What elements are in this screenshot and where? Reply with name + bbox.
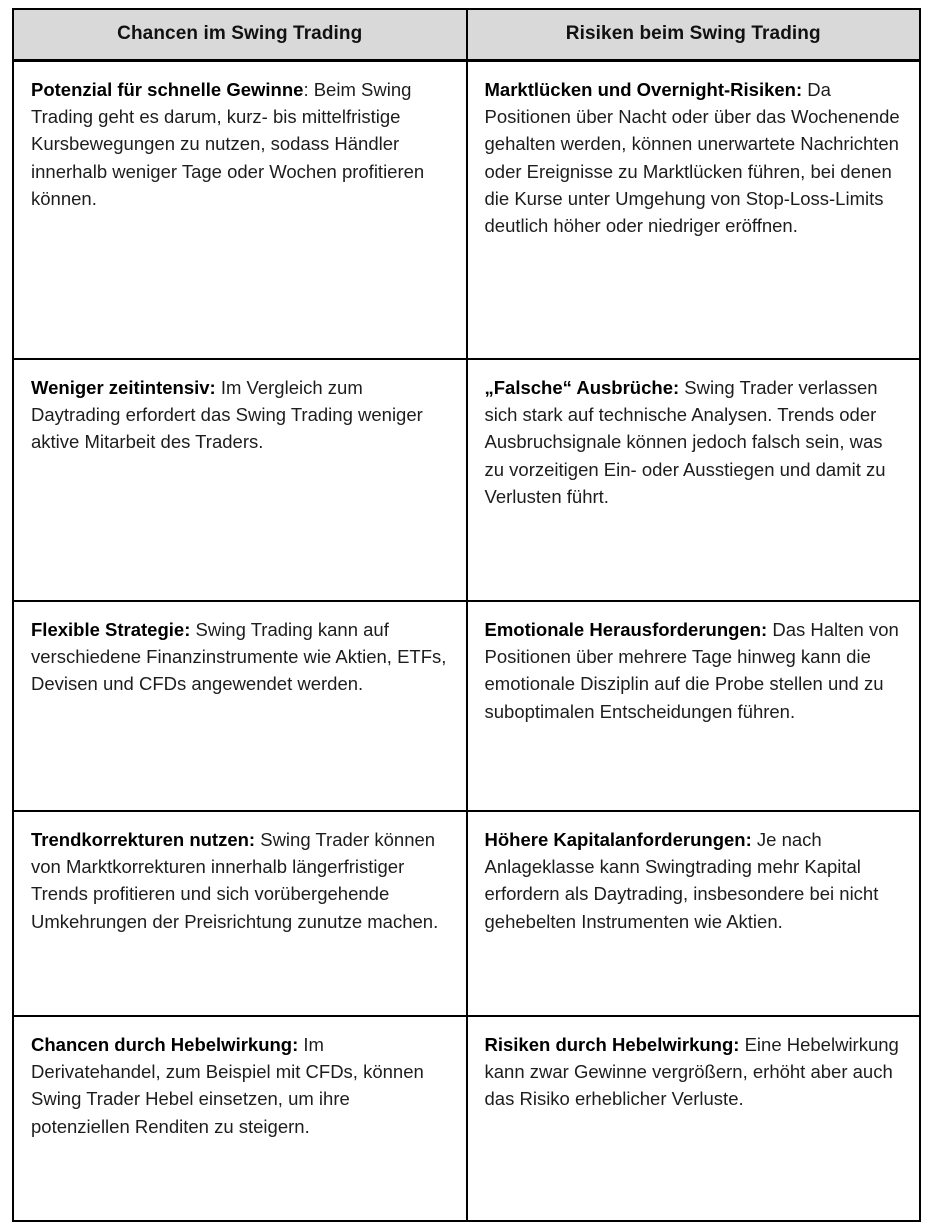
swing-trading-comparison-table [12,8,921,1222]
risk-text-5: Eine Hebelwirkung kann zwar Gewinne vergrößern, erhöht aber auch das Risiko erheblicher Verluste. [484,1034,899,1110]
chance-text-2: Im Vergleich zum Daytrading erfordert das Swing Trading weniger aktive Mitarbeit des Traders. [31,377,423,453]
chance-text-5: Im Derivatehandel, zum Beispiel mit CFDs, können Swing Trader Hebel einsetzen, um ihre potenziellen Renditen zu steigern. [31,1034,424,1137]
chance-text-3: Swing Trading kann auf verschiedene Finanzinstrumente wie Aktien, ETFs, Devisen und CFDs angewendet werden. [31,619,447,695]
table-body [13,61,920,1222]
table-row [13,601,920,811]
column-header-chancen: Chancen im Swing Trading [13,9,467,61]
risk-cell-2 [467,359,921,601]
risk-cell-3 [467,601,921,811]
chance-lead-3: Flexible Strategie: [31,619,191,640]
chance-lead-5: Chancen durch Hebelwirkung: [31,1034,299,1055]
chance-separator-1: : [303,79,314,100]
table-row [13,359,920,601]
chance-cell-2 [13,359,467,601]
risk-lead-1: Marktlücken und Overnight-Risiken: [484,79,803,100]
table-header [13,9,920,61]
risk-lead-4: Höhere Kapitalanforderungen: [484,829,752,850]
chance-text-1: Beim Swing Trading geht es darum, kurz- bis mittelfristige Kursbewegungen zu nutzen, sodass Händler innerhalb weniger Tage oder Wochen profitieren können. [31,79,425,209]
risk-text-3: Das Halten von Positionen über mehrere Tage hinweg kann die emotionale Disziplin auf die Probe stellen und zu suboptimalen Entscheidungen führen. [484,619,899,722]
chance-lead-4: Trendkorrekturen nutzen: [31,829,256,850]
risk-lead-3: Emotionale Herausforderungen: [484,619,768,640]
risk-text-2: Swing Trader verlassen sich stark auf technische Analysen. Trends oder Ausbruchsignale können jedoch falsch sein, was zu vorzeitigen Ein- oder Ausstiegen und damit zu Verlusten führt. [484,377,886,507]
chance-lead-1: Potenzial für schnelle Gewinne [31,79,304,100]
column-header-risiken: Risiken beim Swing Trading [467,9,921,61]
table-row [13,1016,920,1221]
table-row [13,61,920,360]
chance-cell-3 [13,601,467,811]
header-row [13,9,920,61]
chance-text-4: Swing Trader können von Marktkorrekturen innerhalb längerfristiger Trends profitieren und sich vorübergehende Umkehrungen der Preisrichtung zunutze machen. [31,829,439,932]
risk-lead-2: „Falsche“ Ausbrüche: [484,377,680,398]
chance-cell-1 [13,61,467,360]
risk-text-4: Je nach Anlageklasse kann Swingtrading mehr Kapital erfordern als Daytrading, insbesondere bei nicht gehebelten Instrumenten wie Aktien. [484,829,879,932]
chance-lead-2: Weniger zeitintensiv: [31,377,216,398]
table-row [13,811,920,1016]
risk-text-1: Da Positionen über Nacht oder über das Wochenende gehalten werden, können unerwartete Nachrichten oder Ereignisse zu Marktlücken führen, bei denen die Kurse unter Umgehung von Stop-Loss-Limits deutlich höher oder niedriger eröffnen. [484,79,900,236]
chance-cell-4 [13,811,467,1016]
risk-cell-5 [467,1016,921,1221]
risk-cell-1 [467,61,921,360]
risk-lead-5: Risiken durch Hebelwirkung: [484,1034,740,1055]
chance-cell-5 [13,1016,467,1221]
risk-cell-4 [467,811,921,1016]
